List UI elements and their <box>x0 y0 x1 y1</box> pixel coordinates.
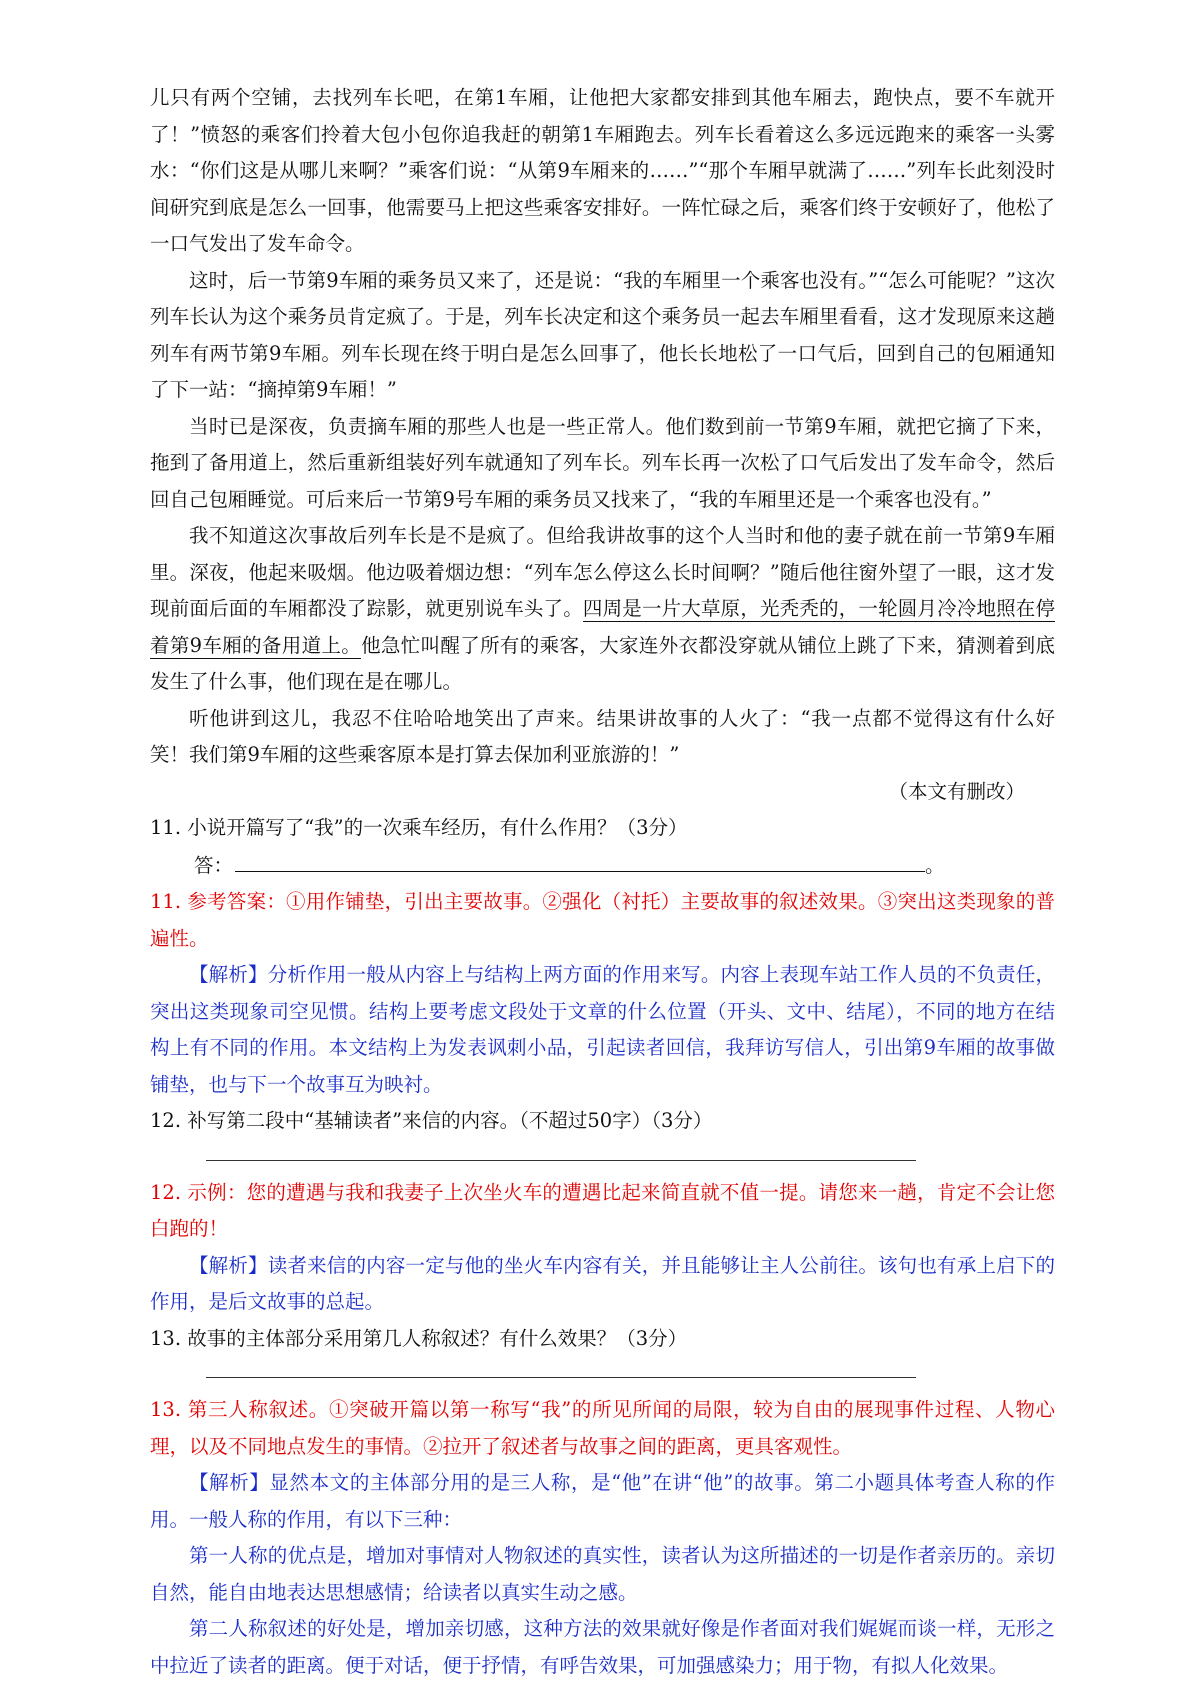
analysis-11: 【解析】分析作用一般从内容上与结构上两方面的作用来写。内容上表现车站工作人员的不负责任，突出这类现象司空见惯。结构上要考虑文段处于文章的什么位置（开头、文中、结尾），不同的地方在结构上有不同的作用。本文结构上为发表讽刺小品，引起读者回信，我拜访写信人，引出第9车厢的故事做铺垫，也与下一个故事互为映衬。 <box>150 963 1055 1096</box>
answer-line-11 <box>194 847 1055 885</box>
answer-blank-13[interactable] <box>206 1363 916 1378</box>
source-note: （本文有删改） <box>888 779 1025 803</box>
analysis-12: 【解析】读者来信的内容一定与他的坐火车内容有关，并且能够让主人公前往。该句也有承上启下的作用，是后文故事的总起。 <box>150 1253 1055 1313</box>
story-paragraph-4-start: 我不知道这次事故后列车长是不是疯了。但给我讲故事的这个人当时和他的妻子就在前一节第9车厢里。深夜，他起来吸烟。他边吸着烟边想：“列车怎么停这么长时间啊？”随后他往窗外望了一眼，这才发现前面后面的车厢都没了踪影，就更别说车头了。 <box>150 524 1055 620</box>
answer-end-mark: 。 <box>925 853 945 877</box>
question-13: 13. 故事的主体部分采用第几人称叙述？有什么效果？（3分） <box>150 1326 688 1350</box>
question-12: 12. 补写第二段中“基辅读者”来信的内容。（不超过50字）（3分） <box>150 1109 713 1132</box>
question-11: 11. 小说开篇写了“我”的一次乘车经历，有什么作用？（3分） <box>150 816 688 839</box>
second-person-note: 第二人称叙述的好处是，增加亲切感，这种方法的效果就好像是作者面对我们娓娓而谈一样，无形之中拉近了读者的距离。便于对话，便于抒情，有呼告效果，可加强感染力；用于物，有拟人化效果。 <box>150 1617 1055 1677</box>
answer-blank[interactable] <box>235 847 925 872</box>
reference-answer-11: 11. 参考答案：①用作铺垫，引出主要故事。②强化（衬托）主要故事的叙述效果。③突出这类现象的普遍性。 <box>150 890 1055 950</box>
reference-answer-13: 13. 第三人称叙述。①突破开篇以第一称写“我”的所见所闻的局限，较为自由的展现事件过程、人物心理，以及不同地点发生的事情。②拉开了叙述者与故事之间的距离，更具客观性。 <box>150 1398 1055 1458</box>
story-paragraph-5: 听他讲到这儿，我忍不住哈哈地笑出了声来。结果讲故事的人火了：“我一点都不觉得这有什么好笑！我们第9车厢的这些乘客原本是打算去保加利亚旅游的！” <box>150 706 1055 766</box>
answer-label: 答： <box>194 853 234 877</box>
underlined-sentence: 四周是一片大草原，光秃秃的，一轮圆月冷冷地照在停着第9车厢的备用道上。 <box>150 597 1055 657</box>
story-paragraph-4 <box>150 518 1055 701</box>
reference-answer-12: 12. 示例：您的遭遇与我和我妻子上次坐火车的遭遇比起来简直就不值一提。请您来一趟，肯定不会让您白跑的！ <box>150 1180 1055 1240</box>
answer-blank-12[interactable] <box>206 1146 916 1161</box>
document-page <box>150 80 1055 1684</box>
story-paragraph-2: 这时，后一节第9车厢的乘务员又来了，还是说：“我的车厢里一个乘客也没有。”“怎么可能呢？”这次列车长认为这个乘务员肯定疯了。于是，列车长决定和这个乘务员一起去车厢里看看，这才发现原来这趟列车有两节第9车厢。列车长现在终于明白是怎么回事了，他长长地松了一口气后，回到自己的包厢通知了下一站：“摘掉第9车厢！” <box>150 268 1055 401</box>
story-paragraph-1: 儿只有两个空铺，去找列车长吧，在第1车厢，让他把大家都安排到其他车厢去，跑快点，要不车就开了！”愤怒的乘客们拎着大包小包你追我赶的朝第1车厢跑去。列车长看着这么多远远跑来的乘客一头雾水：“你们这是从哪儿来啊？”乘客们说：“从第9车厢来的……”“那个车厢早就满了……”列车长此刻没时间研究到底是怎么一回事，他需要马上把这些乘客安排好。一阵忙碌之后，乘客们终于安顿好了，他松了一口气发出了发车命令。 <box>150 86 1055 255</box>
first-person-note: 第一人称的优点是，增加对事情对人物叙述的真实性，读者认为这所描述的一切是作者亲历的。亲切自然，能自由地表达思想感情；给读者以真实生动之感。 <box>150 1544 1055 1604</box>
story-paragraph-3: 当时已是深夜，负责摘车厢的那些人也是一些正常人。他们数到前一节第9车厢，就把它摘了下来，拖到了备用道上，然后重新组装好列车就通知了列车长。列车长再一次松了口气后发出了发车命令，然后回自己包厢睡觉。可后来后一节第9号车厢的乘务员又找来了，“我的车厢里还是一个乘客也没有。” <box>150 414 1055 511</box>
analysis-13: 【解析】显然本文的主体部分用的是三人称，是“他”在讲“他”的故事。第二小题具体考查人称的作用。一般人称的作用，有以下三种： <box>150 1471 1055 1531</box>
story-paragraph-4-end: 他急忙叫醒了所有的乘客，大家连外衣都没穿就从铺位上跳了下来，猜测着到底发生了什么事，他们现在是在哪儿。 <box>150 633 1055 693</box>
